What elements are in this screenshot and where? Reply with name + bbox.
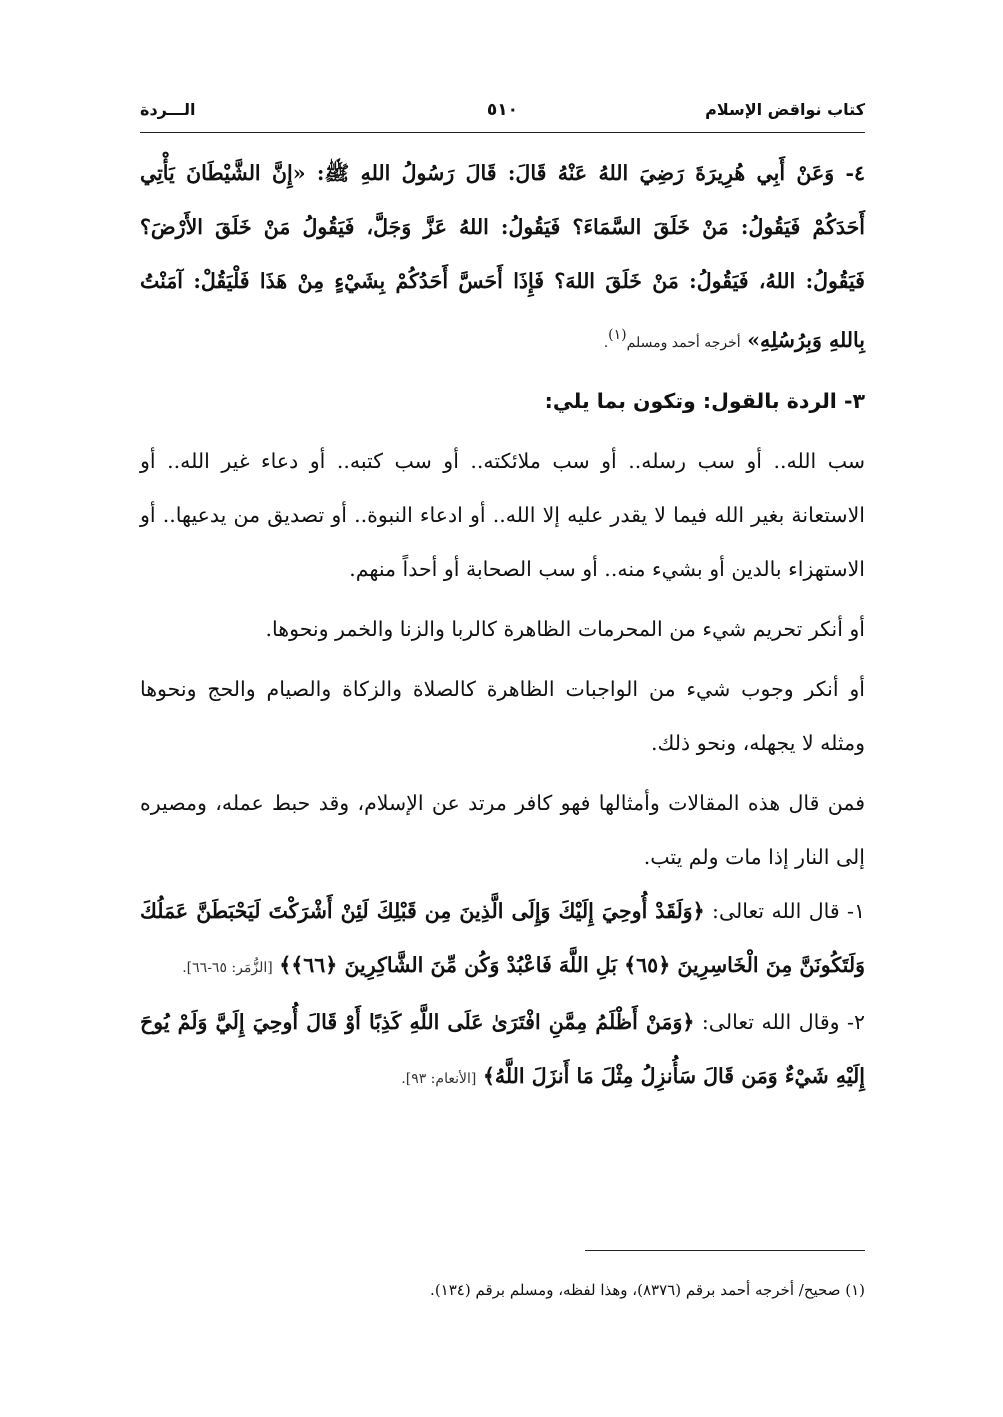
paragraph: أو أنكر تحريم شيء من المحرمات الظاهرة كالربا والزنا والخمر ونحوها.	[265, 616, 865, 641]
verse-2-text: ﴿وَمَنْ أَظْلَمُ مِمَّنِ افْتَرَىٰ عَلَى اللَّهِ كَذِبًا أَوْ قَالَ أُوحِيَ إِلَيَّ وَلَمْ يُوحَ إِلَيْهِ شَيْءٌ وَمَن قَالَ سَأُنزِلُ مِثْلَ مَا أَنزَلَ اللَّهُ﴾	[140, 1009, 865, 1088]
paragraph: أو أنكر وجوب شيء من الواجبات الظاهرة كالصلاة والزكاة والصيام والحج ونحوها ومثله لا يجهله، ونحو ذلك.	[140, 676, 865, 755]
running-header	[140, 98, 865, 133]
paragraph: سب الله.. أو سب رسله.. أو سب ملائكته.. أو سب كتبه.. أو دعاء غير الله.. أو الاستعانة بغير الله فيما لا يقدر عليه إلا الله.. أو ادعاء النبوة.. أو تصديق من يدعيها.. أو الاستهزاء بالدين أو بشيء منه.. أو سب الصحابة أو أحداً منهم.	[140, 448, 865, 581]
hadith-4-attribution: أخرجه أحمد ومسلم	[626, 334, 741, 351]
verse-2-reference: [الأنعام: ٩٣].	[401, 1070, 477, 1087]
verse-2-lead: ٢- وقال الله تعالى:	[701, 1009, 865, 1034]
verse-1-reference: [الزُّمَر: ٦٥-٦٦].	[182, 959, 273, 976]
verse-1-lead: ١- قال الله تعالى:	[712, 898, 866, 923]
hadith-4	[140, 146, 865, 370]
page-body	[140, 146, 865, 1106]
section-title: الـــردة	[140, 100, 196, 119]
book-title: كتاب نواقض الإسلام	[705, 100, 865, 119]
hadith-4-text: ٤- وَعَنْ أَبِي هُرِيرَةَ رَضِيَ اللهُ عَنْهُ قَالَ: قَالَ رَسُولُ اللهِ ﷺ: «إِنَّ الشَّيْطَانَ يَأْتِي أَحَدَكُمْ فَيَقُولُ: مَنْ خَلَقَ السَّمَاءَ؟ فَيَقُولُ: اللهُ عَزَّ وَجَلَّ، فَيَقُولُ مَنْ خَلَقَ الأَرْضَ؟ فَيَقُولُ: اللهُ، فَيَقُولُ: مَنْ خَلَقَ اللهَ؟ فَإِذَا أَحَسَّ أَحَدُكُمْ بِشَيْءٍ مِنْ هَذَا فَلْيَقُلْ: آمَنْتُ بِاللهِ وَبِرُسُلِهِ»	[140, 161, 865, 352]
hadith-4-end: .	[603, 334, 609, 351]
footnote-marker[interactable]: (١)	[608, 327, 627, 343]
page-number: ٥١٠	[486, 100, 519, 120]
verse-1-text: ﴿وَلَقَدْ أُوحِيَ إِلَيْكَ وَإِلَى الَّذِينَ مِن قَبْلِكَ لَئِنْ أَشْرَكْتَ لَيَحْبَطَنَّ عَمَلُكَ وَلَتَكُونَنَّ مِنَ الْخَاسِرِينَ ﴿٦٥﴾ بَلِ اللَّهَ فَاعْبُدْ وَكُن مِّنَ الشَّاكِرِينَ ﴿٦٦﴾﴾	[140, 898, 865, 977]
paragraph: فمن قال هذه المقالات وأمثالها فهو كافر مرتد عن الإسلام، وقد حبط عمله، ومصيره إلى النار إذا مات ولم يتب.	[140, 790, 865, 869]
footnote: (١) صحيح/ أخرجه أحمد برقم (٨٣٧٦)، وهذا لفظه، ومسلم برقم (١٣٤).	[430, 1281, 865, 1299]
verse-1	[140, 884, 865, 995]
document-page	[140, 0, 865, 1417]
footnote-divider	[585, 1250, 865, 1251]
verse-2	[140, 995, 865, 1106]
section-heading: ٣- الردة بالقول: وتكون بما يلي:	[544, 388, 865, 413]
